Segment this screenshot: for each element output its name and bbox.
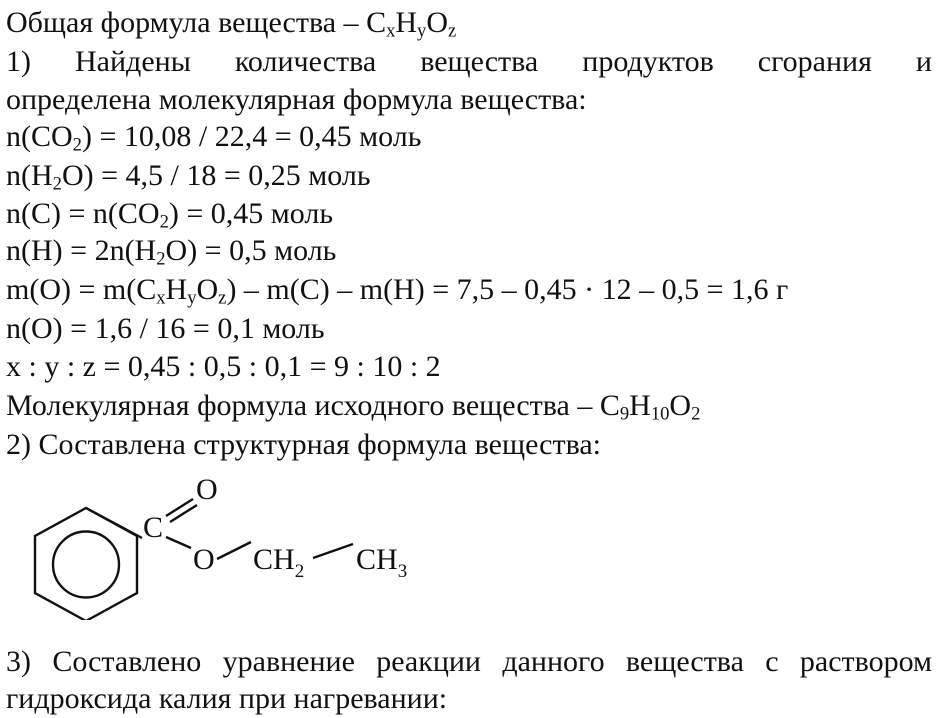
ch2-group-label: $CH_2$ xyxy=(253,543,305,582)
ch2-to-ch3-bond xyxy=(313,544,353,558)
calc-h: $n(H) = 2n(H_2O) = 0,5$ моль xyxy=(6,234,337,270)
benzene-aromatic-circle xyxy=(53,532,119,598)
general-formula-label: Общая формула вещества – xyxy=(6,6,367,39)
step3-heading-line2: гидроксида калия при нагревании: xyxy=(6,682,448,715)
formula-o: O xyxy=(426,6,449,39)
calc-h2o: $n(H_2O) = 4,5 / 18 = 0,25$ моль xyxy=(6,159,371,195)
step1-heading-line2: определена молекулярная формула вещества: xyxy=(6,83,587,116)
calc-mass-o: $m(O) = m(C_xH_yO_z) - m(C) - m(H) = 7,5 - 0,45 \cdot 12 - 0,5 = 1,6$ г xyxy=(6,273,789,309)
double-bond-line-2 xyxy=(170,505,197,522)
calc-n-o: n(O) = 1,6 / 16 = 0,1 моль xyxy=(6,312,325,345)
carbonyl-oxygen-label: O xyxy=(196,473,218,506)
molecular-formula-line: Молекулярная формула исходного вещества – $C_9H_{10}O_2$ xyxy=(6,389,701,425)
step2-heading: 2) Составлена структурная формула вещества: xyxy=(6,428,601,461)
formula-c: C xyxy=(366,6,387,39)
structural-formula xyxy=(0,460,440,620)
calc-co2: $n(CO_2) = 10,08 / 22,4 = 0,45$ моль xyxy=(6,120,422,156)
general-formula-line xyxy=(6,6,456,40)
step1-heading-line1: 1) Найдены количества вещества продуктов сгорания и xyxy=(6,45,932,78)
formula-y: y xyxy=(417,20,427,42)
ester-oxygen-label: O xyxy=(193,543,215,576)
calc-c: $n(C) = n(CO_2) = 0,45$ моль xyxy=(6,197,334,233)
formula-h: H xyxy=(395,6,418,39)
benzene-ring xyxy=(35,508,137,620)
ch3-group-label: $CH_3$ xyxy=(356,543,408,582)
oxygen-to-ch2-bond xyxy=(217,542,251,559)
carbon-to-oxygen-bond xyxy=(166,537,191,548)
ratio-line: x : y : z = 0,45 : 0,5 : 0,1 = 9 : 10 : 2 xyxy=(6,350,441,383)
formula-x: x xyxy=(386,20,396,42)
formula-z: z xyxy=(448,20,457,42)
carbonyl-carbon-label: C xyxy=(143,511,164,544)
step3-heading-line1: 3) Составлено уравнение реакции данного вещества с раствором xyxy=(6,645,932,678)
benzene-hexagon xyxy=(35,508,137,620)
double-bond-line-1 xyxy=(166,499,193,516)
